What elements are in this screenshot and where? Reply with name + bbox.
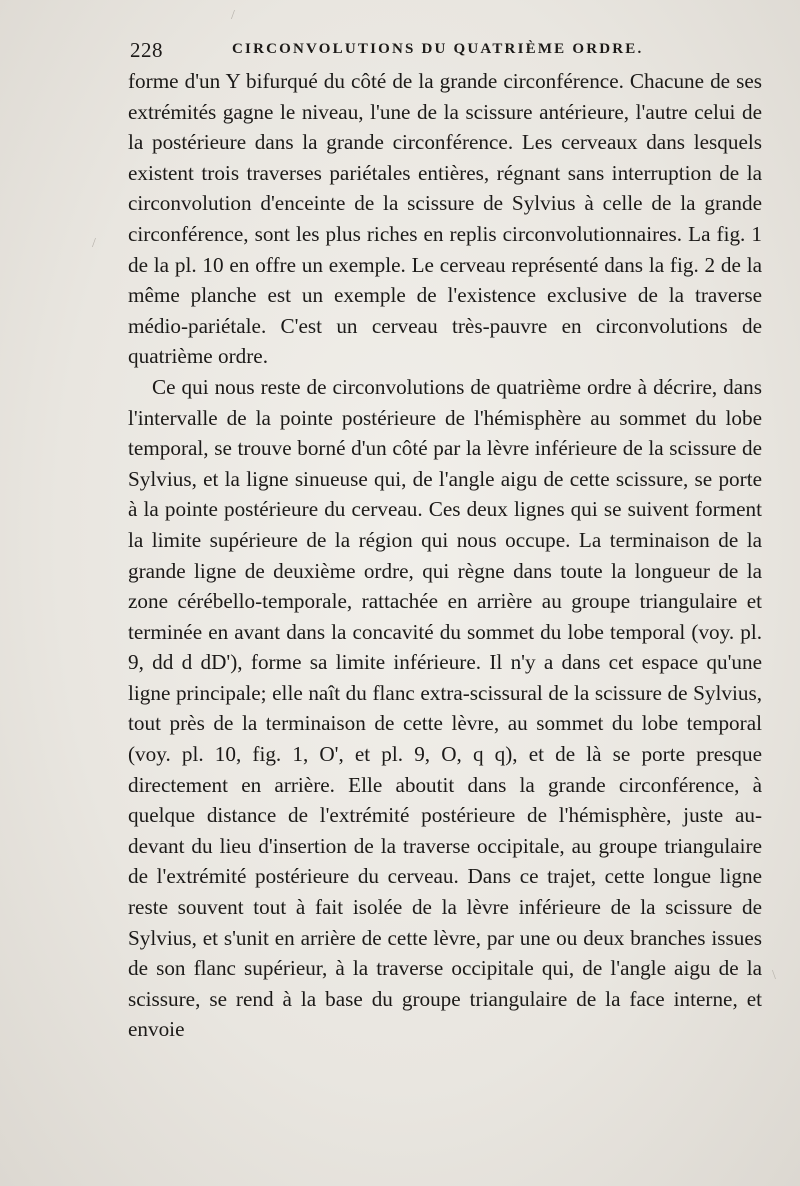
running-head: CIRCONVOLUTIONS DU QUATRIÈME ORDRE. <box>232 41 644 57</box>
margin-mark: \ <box>772 968 776 983</box>
paragraph-continued: forme d'un Y bifurqué du côté de la grande circonférence. Chacune de ses extrémités gagne le niveau, l'une de la scissure antérieure, l'autre celui de la postérieure dans la grande circonférence. Les cerveaux dans lesquels existent trois traverses pariétales entières, régnant sans interruption de la circonvolution d'enceinte de la scissure de Sylvius à celle de la grande circonférence, sont les plus riches en replis circonvolutionnaires. La fig. 1 de la pl. 10 en offre un exemple. Le cerveau représenté dans la fig. 2 de la même planche est un exemple de l'existence exclusive de la traverse médio-pariétale. C'est un cerveau très-pauvre en circonvolutions de quatrième ordre. <box>128 69 762 369</box>
body-text <box>128 66 762 1045</box>
page-number: 228 <box>130 38 163 62</box>
margin-mark: / <box>92 236 96 251</box>
page-header <box>130 38 770 66</box>
margin-mark: / <box>231 8 235 23</box>
paragraph: Ce qui nous reste de circonvolutions de quatrième ordre à décrire, dans l'intervalle de la pointe postérieure de l'hémisphère au sommet du lobe temporal, se trouve borné d'un côté par la lèvre inférieure de la scissure de Sylvius, et la ligne sinueuse qui, de l'angle aigu de cette scissure, se porte à la pointe postérieure du cerveau. Ces deux lignes qui se suivent forment la limite supérieure de la région qui nous occupe. La terminaison de la grande ligne de deuxième ordre, qui règne dans toute la longueur de la zone cérébello-temporale, rattachée en arrière au groupe triangulaire et terminée en avant dans la concavité du sommet du lobe temporal (voy. pl. 9, dd d dD'), forme sa limite inférieure. Il n'y a dans cet espace qu'une ligne principale; elle naît du flanc extra-scissural de la scissure de Sylvius, tout près de la terminaison de cette lèvre, au sommet du lobe temporal (voy. pl. 10, fig. 1, O', et pl. 9, O, q q), et de là se porte presque directement en arrière. Elle aboutit dans la grande circonférence, à quelque distance de l'extrémité postérieure de l'hémisphère, juste au-devant du lieu d'insertion de la traverse occipitale, au groupe triangulaire de l'extrémité postérieure du cerveau. Dans ce trajet, cette longue ligne reste souvent tout à fait isolée de la lèvre inférieure de la scissure de Sylvius, et s'unit en arrière de cette lèvre, par une ou deux branches issues de son flanc supérieur, à la traverse occipitale qui, de l'angle aigu de la scissure, se rend à la base du groupe triangulaire de la face interne, et envoie <box>128 374 762 1042</box>
